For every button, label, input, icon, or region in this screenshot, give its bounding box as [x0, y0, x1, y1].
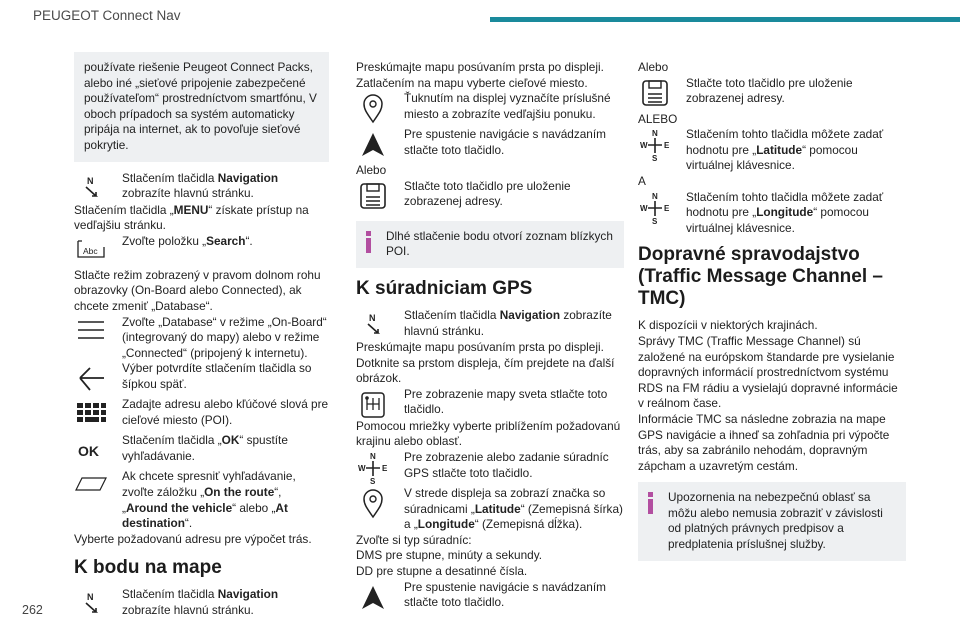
mode-text: Stlačte režim zobrazený v pravom dolnom rohu obrazovky (On-Board alebo Connected), ak chcete zmeniť „Database“. — [74, 267, 321, 313]
warning-box — [638, 482, 906, 560]
location-pin-icon — [356, 92, 390, 126]
heading-tmc: Dopravné spravodajstvo (Traffic Message Channel – TMC) — [638, 244, 883, 310]
search-step — [74, 234, 329, 268]
tmc-text-2: Správy TMC (Traffic Message Channel) sú založené na európskom štandarde pre vysielanie dopravných informácií prostredníctvom systému RDS na FM rádiu a vysielajú dopravné informácie v reálnom čase. — [638, 333, 898, 411]
start-step — [356, 127, 624, 163]
intro-box — [74, 52, 329, 162]
info-text: Dlhé stlačenie bodu otvorí zoznam blízkych POI. — [386, 228, 613, 259]
heading-k-bodu: K bodu na mape — [74, 557, 222, 579]
alebo-text: Alebo — [356, 163, 387, 178]
lat-pre: Stlačením tohto tlačidla môžete zadať hodnotu pre „ — [686, 127, 884, 157]
save-step — [356, 179, 624, 215]
intro-text: používate riešenie Peugeot Connect Packs, alebo iné „sieťové pripojenie zabezpečené používateľom“ prostredníctvom smartfónu, V oboch prípadoch sa systém automaticky pripája na internet, ak to povoľuje sieťové pokrytie. — [84, 60, 317, 152]
compass-e: E — [382, 463, 388, 473]
alebo-1: Alebo — [638, 60, 669, 74]
choose-text: Zvoľte si typ súradníc: — [356, 532, 472, 547]
compass-w: W — [640, 141, 648, 151]
save-text: Stlačte toto tlačidlo pre uloženie zobrazenej adresy. — [404, 178, 571, 209]
ok-pre: Stlačením tlačidla „ — [122, 433, 222, 448]
column-1 — [74, 52, 329, 623]
dd-text: DD pre stupne a desatinné čísla. — [356, 563, 528, 578]
alebo-2: ALEBO — [638, 111, 678, 126]
refine-pre: Ak chcete spresniť vyhľadávanie, zvoľte záložku „ — [122, 469, 296, 499]
back-arrow-icon — [74, 362, 108, 396]
menu-pre: Stlačením tlačidla „ — [74, 202, 174, 217]
compass-e: E — [664, 203, 670, 213]
lon-post: “ pomocou virtuálnej klávesnice. — [686, 205, 869, 235]
compass-e: E — [664, 141, 670, 151]
column-2 — [356, 60, 624, 616]
grid-text: Pomocou mriežky vyberte priblížením požadovanú krajinu alebo oblasť. — [356, 418, 621, 449]
tap-text: Ťuknutím na displej vyznačíte príslušné miesto a zobrazíte vedľajšiu ponuku. — [404, 91, 611, 121]
ok-bold: OK — [221, 433, 240, 448]
compass-icon — [638, 191, 672, 225]
nav2-pre: Stlačením tlačidla — [122, 587, 218, 602]
navigation-arrow-icon — [356, 309, 390, 343]
refine-bold-1: On the route — [204, 484, 275, 499]
save-icon — [638, 77, 672, 111]
save-text-3: Stlačte toto tlačidlo pre uloženie zobrazenej adresy. — [686, 75, 853, 106]
page-number: 262 — [22, 603, 43, 617]
column-3 — [638, 60, 906, 567]
heading-gps: K súradniciam GPS — [356, 277, 533, 299]
back-text: Výber potvrdíte stlačením tlačidla so šípkou späť. — [122, 361, 312, 391]
nav-pre: Stlačením tlačidla — [122, 170, 218, 185]
list-lines-icon — [74, 316, 108, 350]
compass-n: N — [370, 451, 376, 461]
tmc-text-3: Informácie TMC sa následne zobrazia na mape GPS navigácie a ihneď sa zohľadnia pri výpočte trás, aby sa zabránilo nehodám, dopravným zápcham a uzavretým cestám. — [638, 411, 890, 473]
svg-text:N: N — [87, 592, 94, 603]
info-icon — [366, 231, 371, 253]
svg-text:N: N — [87, 175, 94, 186]
menu-bold: MENU — [173, 202, 209, 217]
compass-w: W — [640, 203, 648, 213]
tap-step — [356, 91, 624, 127]
keywords-step — [74, 397, 329, 433]
longitude-step — [638, 190, 906, 237]
navigation-arrow-icon — [74, 172, 108, 206]
search-bold: Search — [206, 233, 246, 248]
compass-icon — [638, 128, 672, 162]
tmc-text-1: K dispozícii v niektorých krajinách. — [638, 318, 818, 333]
nav2-post: zobrazíte hlavnú stránku. — [122, 602, 254, 617]
compass-n: N — [652, 191, 658, 201]
compass-n: N — [652, 129, 658, 139]
refine-mid: “, „ — [122, 484, 282, 515]
nav-step — [74, 171, 329, 207]
search-icon-label: Abc — [83, 245, 98, 256]
world-step — [356, 387, 624, 423]
info-icon — [648, 492, 653, 514]
gps-nav-post: zobrazíte hlavnú stránku. — [404, 307, 612, 338]
select-text: Vyberte požadovanú adresu pre výpočet trás. — [74, 531, 312, 546]
world-text: Pre zobrazenie mapy sveta stlačte toto tlačidlo. — [404, 386, 608, 417]
svg-text:N: N — [369, 312, 376, 323]
world-map-icon — [356, 388, 390, 422]
compass-icon — [356, 451, 390, 485]
start-text: Pre spustenie navigácie s navádzaním stlačte toto tlačidlo. — [404, 127, 606, 157]
compass-s: S — [370, 476, 376, 485]
search-pre: Zvoľte položku „ — [122, 233, 207, 248]
compass-w: W — [358, 463, 366, 473]
nav-bold: Navigation — [217, 170, 279, 185]
dms-text: DMS pre stupne, minúty a sekundy. — [356, 548, 542, 563]
keyboard-icon — [74, 398, 108, 432]
nav2-bold: Navigation — [217, 587, 279, 602]
ok-icon — [74, 434, 108, 468]
coords-text: Pre zobrazenie alebo zadanie súradníc GPS stlačte toto tlačidlo. — [404, 449, 609, 480]
keywords-text: Zadajte adresu alebo kľúčové slová pre cieľové miesto (POI). — [122, 397, 329, 427]
tab-shape-icon — [74, 470, 108, 504]
start-step-2 — [356, 580, 624, 616]
lat-post: “ pomocou virtuálnej klávesnice. — [686, 142, 858, 173]
marker-mid: “ (Zemepisná šírka) a „ — [404, 501, 623, 532]
menu-post: “ získate prístup na vedľajšiu stránku. — [74, 202, 309, 233]
ok-icon-label: OK — [78, 443, 99, 460]
refine-bold-3: At destination — [122, 500, 288, 531]
back-step — [74, 361, 329, 397]
compass-s: S — [652, 216, 658, 225]
coords-step — [356, 450, 624, 486]
database-step — [74, 315, 329, 362]
start2-text: Pre spustenie navigácie s navádzaním stlačte toto tlačidlo. — [404, 579, 606, 610]
compass-s: S — [652, 154, 658, 163]
gps-nav-pre: Stlačením tlačidla — [404, 307, 500, 322]
a-text: A — [638, 173, 646, 188]
lon-bold: Longitude — [756, 205, 814, 220]
latitude-step — [638, 127, 906, 174]
header-title: PEUGEOT Connect Nav — [33, 8, 181, 23]
ok-post: “ spustíte vyhľadávanie. — [122, 433, 288, 463]
search-post: “. — [245, 233, 253, 248]
header-accent-bar — [490, 17, 960, 22]
refine-step — [74, 469, 329, 531]
location-pin-icon — [356, 487, 390, 521]
refine-post: “. — [184, 516, 193, 531]
marker-bold-2: Longitude — [417, 517, 475, 532]
navigate-arrow-icon — [356, 128, 390, 162]
refine-mid-2: “ alebo „ — [232, 500, 276, 515]
warning-text: Upozornenia na nebezpečnú oblasť sa môžu alebo nemusia zobraziť v závislosti od platných právnych predpisov a predplatenia príslušnej služby. — [668, 490, 883, 552]
lon-pre: Stlačením tohto tlačidla môžete zadať hodnotu pre „ — [686, 189, 884, 220]
nav-step-gps — [356, 308, 624, 344]
explore-text: Preskúmajte mapu posúvaním prsta po displeji. Zatlačením na mapu vyberte cieľové miesto. — [356, 60, 604, 90]
marker-step — [356, 486, 624, 533]
info-box — [356, 221, 624, 268]
refine-bold-2: Around the vehicle — [125, 500, 233, 515]
marker-post: “ (Zemepisná dĺžka). — [474, 517, 583, 532]
explore2-text: Preskúmajte mapu posúvaním prsta po displeji. Dotknite sa prstom displeja, čím prejdete na ďalší obrázok. — [356, 339, 615, 386]
marker-bold-1: Latitude — [474, 501, 521, 516]
database-text: Zvoľte „Database“ v režime „On-Board“ (integrovaný do mapy) alebo v režime „Connected“ (pripojený k internetu). — [122, 314, 327, 360]
navigation-arrow-icon — [74, 588, 108, 622]
lat-bold: Latitude — [756, 142, 803, 157]
save-icon — [356, 180, 390, 214]
navigate-arrow-icon — [356, 581, 390, 615]
nav-post: zobrazíte hlavnú stránku. — [122, 186, 254, 201]
save-step-3 — [638, 76, 906, 112]
gps-nav-bold: Navigation — [499, 307, 561, 322]
ok-step — [74, 433, 329, 469]
nav-step-2 — [74, 587, 329, 623]
marker-pre: V strede displeja sa zobrazí značka so súradnicami „ — [404, 485, 606, 516]
search-keyboard-icon — [74, 235, 108, 269]
